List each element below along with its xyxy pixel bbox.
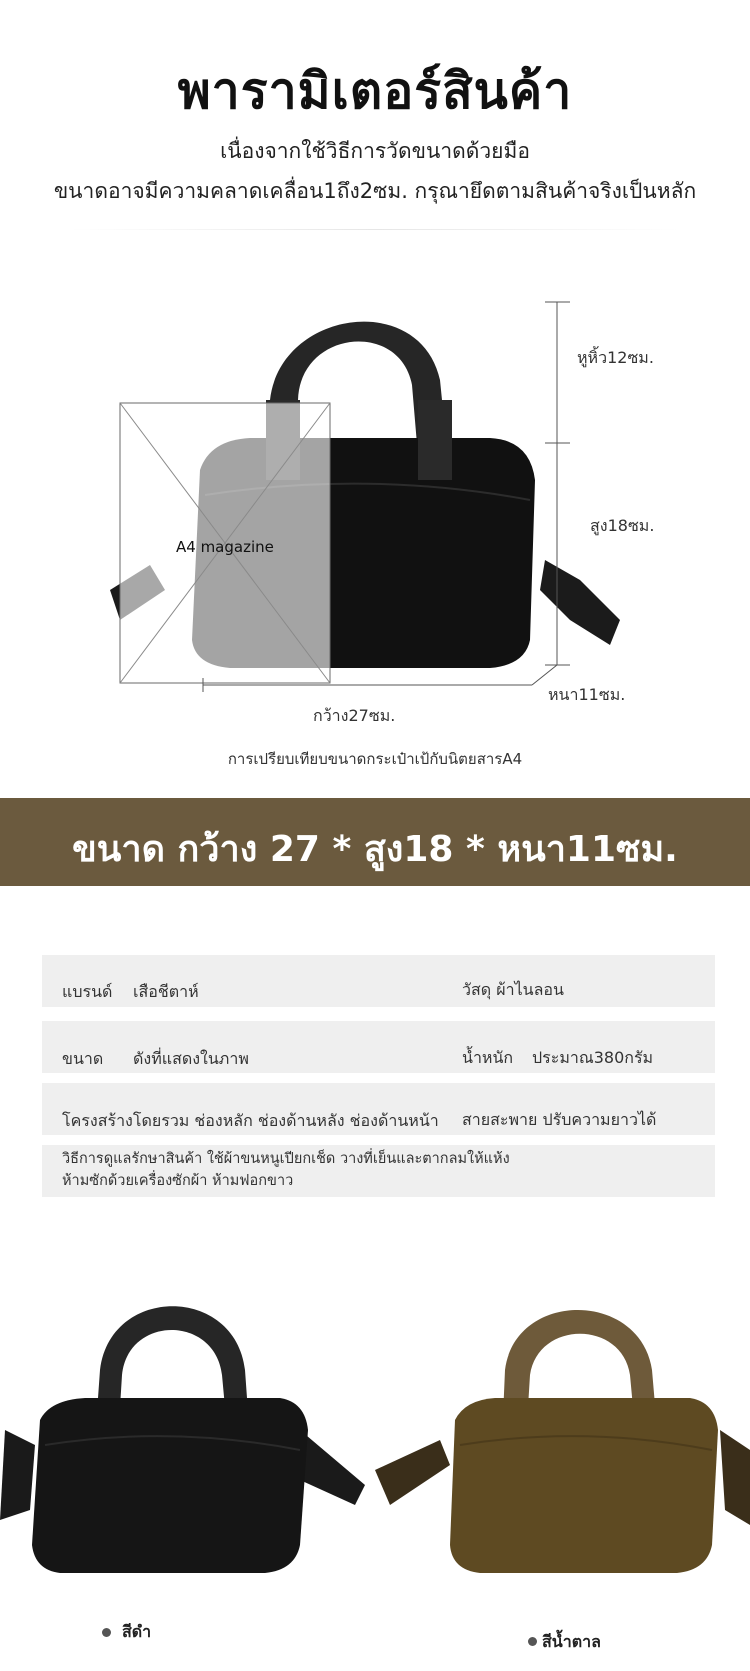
black-bag [0,1306,365,1573]
size-comparison-caption: การเปรียบเทียบขนาดกระเป๋าเป้กับนิตยสารA4 [227,750,523,768]
size-value: ดังที่แสดงในภาพ [133,1049,249,1068]
color-variants-image [0,1280,750,1610]
width-label: กว้าง27ซม. [313,706,396,725]
brown-color-label: สีน้ำตาล [542,1632,601,1651]
size-label: ขนาด [62,1049,104,1068]
a4-magazine-label: A4 magazine [176,538,274,556]
strap-value: สายสะพาย ปรับความยาวได้ [462,1110,657,1129]
black-color-dot [102,1628,111,1637]
structure-value: โครงสร้างโดยรวม ช่องหลัก ช่องด้านหลัง ช่องด้านหน้า [62,1111,439,1130]
brown-bag-body [450,1398,718,1573]
shoulder-strap-right [540,560,620,645]
size-banner-text: ขนาด กว้าง 27 * สูง18 * หนา11ซม. [72,829,678,870]
care-line2: ห้ามซักด้วยเครื่องซักผ้า ห้ามฟอกขาว [62,1173,294,1189]
black-color-label: สีดำ [122,1622,152,1641]
depth-dimension-line [532,665,557,685]
height-label: สูง18ซม. [590,516,655,535]
black-bag-strap-right [300,1430,365,1505]
care-line1: วิธีการดูแลรักษาสินค้า ใช้ผ้าขนหนูเปียกเช็ด วางที่เย็นและตากลมให้แห้ง [62,1151,510,1167]
measurement-note-line1: เนื่องจากใช้วิธีการวัดขนาดด้วยมือ [220,139,530,163]
weight-value: ประมาณ380กรัม [532,1048,654,1067]
brand-value: เสือชีตาห์ [133,982,199,1001]
brown-color-dot [528,1637,537,1646]
brand-label: แบรนด์ [62,982,113,1001]
page-title: พารามิเตอร์สินค้า [177,62,573,120]
bag-dimension-diagram [0,270,750,730]
brown-bag-strap-right [720,1430,750,1525]
measurement-note-line2: ขนาดอาจมีความคลาดเคลื่อน1ถึง2ซม. กรุณายึดตามสินค้าจริงเป็นหลัก [53,179,697,203]
handle-tab-right [418,400,452,480]
depth-label: หนา11ซม. [548,685,626,704]
brown-bag [375,1310,750,1573]
black-bag-body [32,1398,308,1573]
handle-height-label: หูหิ้ว12ซม. [577,348,654,367]
brown-bag-strap-left [375,1440,450,1505]
black-bag-strap-left [0,1430,35,1520]
divider [70,229,680,230]
material-value: วัสดุ ผ้าไนลอน [462,980,564,999]
weight-label: น้ำหนัก [462,1048,514,1067]
